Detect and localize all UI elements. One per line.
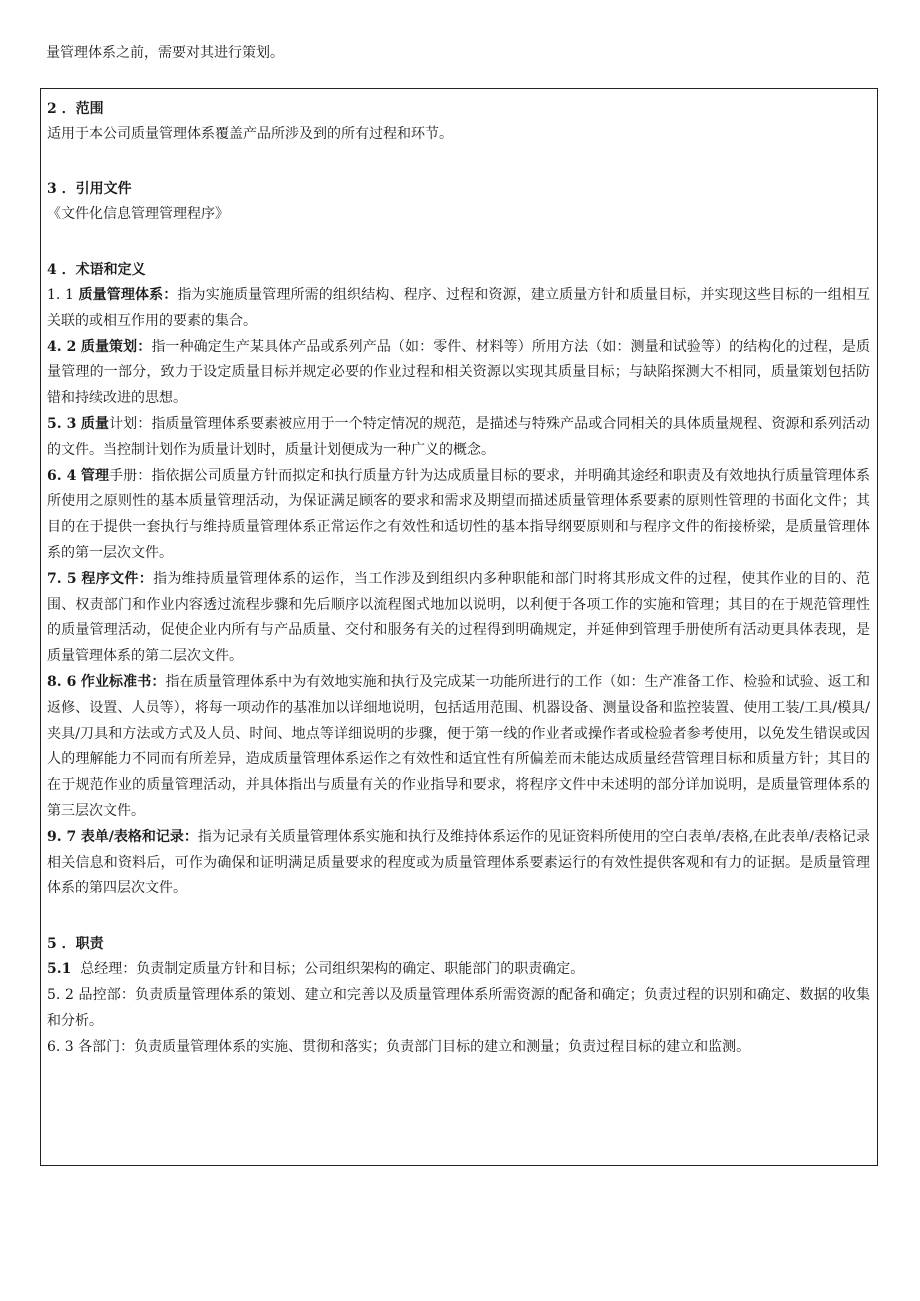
definition-item: 5. 3 质量计划：指质量管理体系要素被应用于一个特定情况的规范，是描述与特殊产品或合同相关的具体质量规程、资源和系列活动的文件。当控制计划作为质量计划时，质量计划便成为一种广义的概念。	[47, 415, 870, 458]
section-3-heading: 3 ．引用文件	[47, 181, 132, 197]
responsibility-item: 6. 3 各部门：负责质量管理体系的实施、贯彻和落实；负责部门目标的建立和测量；负责过程目标的建立和监测。	[47, 1038, 751, 1055]
section-3-body: 《文件化信息管理管理程序》	[47, 206, 229, 222]
section-4-heading: 4 ．术语和定义	[47, 262, 146, 278]
definition-item: 9. 7 表单/表格和记录：指为记录有关质量管理体系实施和执行及维持体系运作的见证资料所使用的空白表单/表格,在此表单/表格记录相关信息和资料后，可作为确保和证明满足质量要求的程度或为质量管理体系要素运行的有效性提供客观和有力的证据。是质量管理体系的第四层次文件。	[47, 828, 871, 897]
section-5-heading: 5 ．职责	[47, 936, 104, 953]
section-2-heading: 2 ．范围	[47, 101, 104, 117]
responsibility-item: 5. 2 品控部：负责质量管理体系的策划、建立和完善以及质量管理体系所需资源的配备和确定；负责过程的识别和确定、数据的收集和分析。	[47, 986, 871, 1029]
definition-item: 6. 4 管理手册：指依据公司质量方针而拟定和执行质量方针为达成质量目标的要求，并明确其途经和职责及有效地执行质量管理体系所使用之原则性的基本质量管理活动，为保证满足顾客的要求和需求及期望而描述质量管理体系要素的原则性管理的书面化文件；其目的在于提供一套执行与维持质量管理体系正常运作之有效性和适切性的基本指导纲要原则和与程序文件的衔接桥梁，是质量管理体系的第一层次文件。	[47, 467, 870, 561]
lead-text: 量管理体系之前，需要对其进行策划。	[46, 45, 284, 61]
definition-item: 4. 2 质量策划：指一种确定生产某具体产品或系列产品（如：零件、材料等）所用方法（如：测量和试验等）的结构化的过程，是质量管理的一部分，致力于设定质量目标并规定必要的作业过程和相关资源以实现其质量目标；与缺陷探测大不相同，质量策划包括防错和持续改进的思想。	[47, 338, 871, 407]
content-box	[40, 88, 878, 1166]
responsibility-item: 5.1 总经理：负责制定质量方针和目标；公司组织架构的确定、职能部门的职责确定。	[47, 961, 585, 978]
definition-item: 8. 6 作业标准书：指在质量管理体系中为有效地实施和执行及完成某一功能所进行的工作（如：生产准备工作、检验和试验、返工和返修、设置、人员等），将每一项动作的基准加以详细地说明，包括适用范围、机器设备、测量设备和监控装置、使用工装/工具/模具/夹具/刀具和方法或方式及人员、时间、地点等详细说明的步骤，便于第一线的作业者或操作者或检验者参考使用，以免发生错误或因人的理解能力不同而有所差异，造成质量管理体系运作之有效性和适宜性有所偏差而未能达成质量经营管理目标和质量方针；其目的在于规范作业的质量管理活动，并具体指出与质量有关的作业指导和要求，将程序文件中未述明的部分详加说明，是质量管理体系的第三层次文件。	[47, 673, 871, 819]
section-2-body: 适用于本公司质量管理体系覆盖产品所涉及到的所有过程和环节。	[47, 126, 453, 142]
definition-item: 1. 1 质量管理体系：指为实施质量管理所需的组织结构、程序、过程和资源，建立质量方针和质量目标，并实现这些目标的一组相互关联的或相互作用的要素的集合。	[47, 287, 871, 329]
definition-item: 7. 5 程序文件：指为维持质量管理体系的运作，当工作涉及到组织内多种职能和部门时将其形成文件的过程，使其作业的目的、范围、权责部门和作业内容透过流程步骤和先后顺序以流程图式地加以说明，以利便于各项工作的实施和管理；其目的在于规范管理性的质量管理活动，促使企业内所有与产品质量、交付和服务有关的过程得到明确规定，并延伸到管理手册使所有活动更具体表现，是质量管理体系的第二层次文件。	[47, 570, 871, 665]
